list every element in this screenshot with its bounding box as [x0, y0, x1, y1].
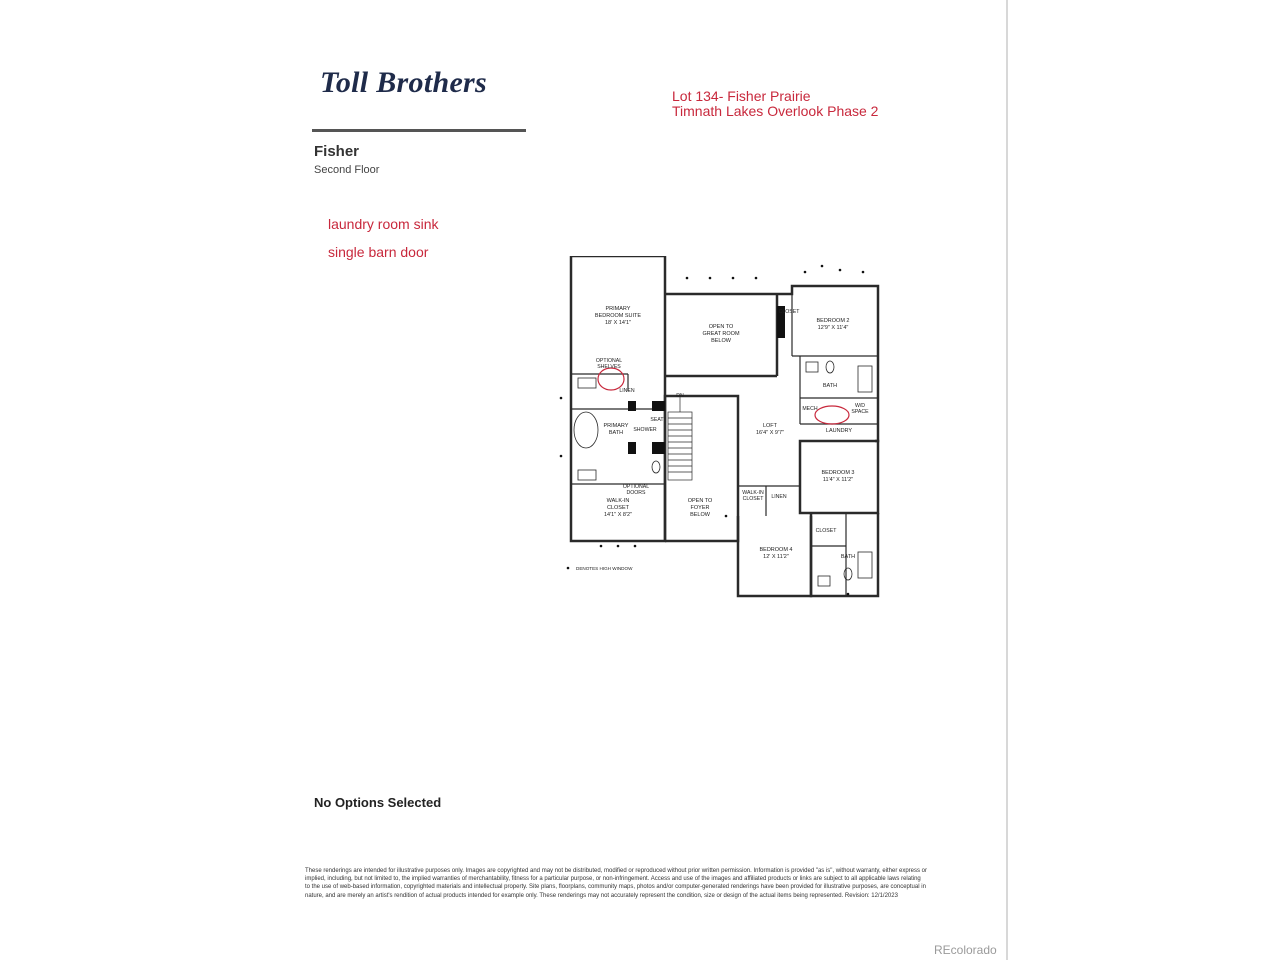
bedroom2-label: BEDROOM 2: [816, 318, 850, 324]
optional-shelves-2: SHELVES: [597, 364, 621, 370]
staircase: [668, 396, 692, 480]
open-foyer-1: OPEN TO: [687, 498, 713, 504]
no-options-label: No Options Selected: [314, 795, 442, 810]
vanity-sink: [578, 470, 596, 480]
header-divider: [312, 129, 526, 132]
high-window-legend: DENOTES HIGH WINDOW: [576, 566, 633, 571]
sink: [806, 362, 818, 372]
mech-label: MECH: [802, 406, 818, 412]
primary-bath-label-1: PRIMARY: [603, 423, 629, 429]
watermark: REcolorado: [934, 943, 997, 957]
bedroom2-dim: 12'9" X 11'4": [817, 325, 849, 331]
vanity-sink: [578, 378, 596, 388]
shower-label: SHOWER: [633, 427, 657, 433]
primary-bath-label-2: BATH: [608, 430, 624, 436]
wall-block: [628, 401, 636, 411]
walkin-closet-label-1: WALK-IN: [606, 498, 630, 504]
plan-name: Fisher: [314, 143, 360, 160]
bath-b4-label: BATH: [840, 554, 856, 560]
open-great-3: BELOW: [711, 338, 731, 344]
bedroom4-dim: 12' X 11'2": [763, 554, 789, 560]
floor-plan: [556, 256, 886, 602]
open-great-2: GREAT ROOM: [702, 331, 740, 337]
disclaimer-text: These renderings are intended for illustrative purposes only. Images are copyrighted and may not be distributed, modified or reproduced without prior written permission. Information is provided "as is", without warranty, either express or implied, including, but not limited to, the implied warranties of merchantability, fitness for a particular purpose, or non-infringement. Access and use of the images and affiliated products or links are subject to all applicable laws relating to the use of web-based information, copyrighted materials and intellectual property. Site plans, floorplans, community maps, photos and/or computer-generated renderings have been provided for illustrative purposes, are conceptual in nature, and are merely an artist's rendition of actual products intended for example only. These renderings may not accurately represent the condition, size or design of the actual items being represented. Revision: 12/1/2023: [305, 868, 928, 899]
brand-logo: Toll Brothers: [320, 66, 488, 99]
lot-line-1: Lot 134- Fisher Prairie: [672, 88, 811, 104]
lot-label: [672, 89, 878, 119]
annotation-circle-barn-door: [598, 368, 624, 390]
loft-dim: 16'4" X 9'7": [755, 430, 785, 436]
walkin-closet-label-2: CLOSET: [606, 505, 630, 511]
primary-suite-label-2: BEDROOM SUITE: [594, 313, 642, 319]
bathtub-oval: [574, 412, 598, 448]
bedroom3-dim: 11'4" X 11'2": [822, 477, 854, 483]
linen-primary-label: LINEN: [619, 388, 635, 394]
toilet: [844, 568, 852, 580]
lot-line-2: Timnath Lakes Overlook Phase 2: [672, 103, 879, 119]
toilet: [652, 461, 660, 473]
closet-b2-label: CLOSET: [778, 309, 800, 315]
stair-dn-label: DN: [676, 393, 684, 399]
floor-label: Second Floor: [314, 164, 380, 176]
primary-suite-dim: 18' X 14'1": [604, 320, 632, 326]
loft-label: LOFT: [762, 423, 778, 429]
primary-suite-label-1: PRIMARY: [605, 306, 631, 312]
bedroom3-label: BEDROOM 3: [821, 470, 855, 476]
laundry-label: LAUNDRY: [825, 428, 853, 434]
page-edge: [1006, 0, 1008, 960]
wall-block: [628, 442, 636, 454]
bath-b2-label: BATH: [822, 383, 838, 389]
annotation-circle-laundry-sink: [815, 406, 849, 424]
open-great-1: OPEN TO: [708, 324, 734, 330]
wd-label-1: W/D: [854, 403, 866, 409]
closet-b4-label: CLOSET: [815, 528, 837, 534]
wall-block: [652, 442, 665, 454]
walkin-small-2: CLOSET: [742, 496, 764, 502]
tub: [858, 552, 872, 578]
optional-doors-2: DOORS: [626, 490, 646, 496]
walkin-closet-dim: 14'1" X 8'2": [603, 512, 633, 518]
note-laundry-sink: laundry room sink: [328, 216, 439, 232]
seat-label: SEAT: [650, 417, 664, 423]
open-foyer-3: BELOW: [690, 512, 710, 518]
wd-label-2: SPACE: [851, 409, 869, 415]
sink: [818, 576, 830, 586]
wall-block: [652, 401, 665, 411]
note-barn-door: single barn door: [328, 244, 429, 260]
tub: [858, 366, 872, 392]
optional-shelves-1: OPTIONAL: [595, 358, 623, 364]
walkin-small-1: WALK-IN: [742, 490, 764, 496]
linen-hall-label: LINEN: [771, 494, 787, 500]
open-foyer-2: FOYER: [690, 505, 710, 511]
optional-doors-1: OPTIONAL: [622, 484, 650, 490]
toilet: [826, 361, 834, 373]
bedroom4-label: BEDROOM 4: [759, 547, 793, 553]
